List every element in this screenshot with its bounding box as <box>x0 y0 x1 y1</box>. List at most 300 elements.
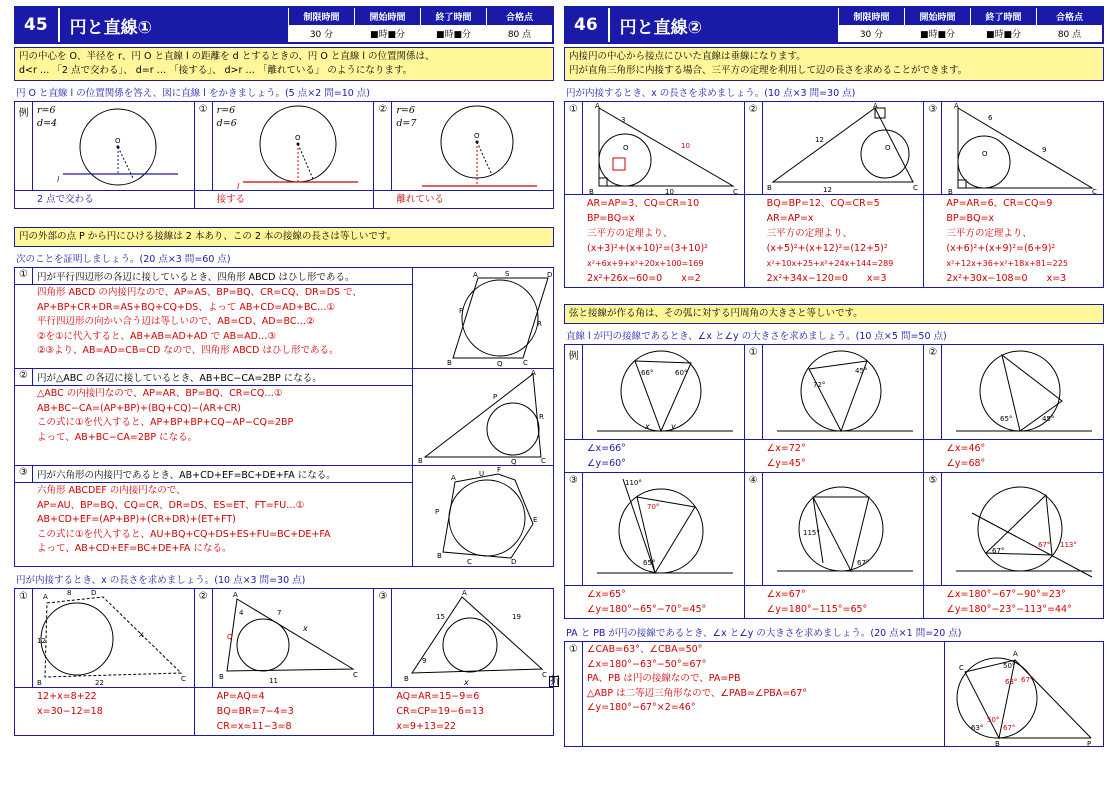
proof-question <box>14 267 554 369</box>
svg-text:C: C <box>181 675 186 683</box>
question-badge: ② <box>15 369 33 385</box>
svg-text:l: l <box>236 182 239 190</box>
cell-value: ■時■分 <box>355 24 420 42</box>
answer-line: AP=AR=6、CR=CQ=9 <box>946 198 1053 209</box>
time-limit-cell <box>288 8 354 42</box>
answer-line: ∠x=72° <box>766 443 806 454</box>
circle-angle-figure <box>583 473 744 585</box>
svg-text:10: 10 <box>681 142 690 150</box>
svg-text:6: 6 <box>988 114 993 122</box>
incircle-diagram <box>763 102 919 194</box>
instruction: 円が内接するとき、x の長さを求めましょう。(10 点×3 問=30 点) <box>566 88 856 99</box>
svg-text:B: B <box>948 188 954 194</box>
angle-label: 110° <box>625 479 642 487</box>
answer-line: 三平方の定理より、 <box>766 228 853 239</box>
svg-text:C: C <box>959 664 964 672</box>
time-limit-cell <box>838 8 904 42</box>
svg-text:B: B <box>447 359 452 367</box>
question-text: 円が△ABC の各辺に接しているとき、AB+BC−CA=2BP になる。 <box>37 373 322 384</box>
svg-text:9: 9 <box>1042 146 1047 154</box>
proof-line: よって、AB+CD+EF=BC+DE+FA になる。 <box>37 543 232 554</box>
question-badge: ① <box>15 589 33 687</box>
answer-line: CR=CP=19−6=13 <box>396 706 485 717</box>
question-cell <box>373 102 553 208</box>
cell-value: 30 分 <box>839 24 904 42</box>
pass-score-cell <box>1036 8 1102 42</box>
answer-line: ∠x=180°−63°−50°=67° <box>587 658 707 670</box>
question-cell <box>565 345 744 472</box>
svg-text:Q: Q <box>511 458 517 465</box>
question-cell <box>744 102 924 287</box>
svg-text:C: C <box>467 558 472 566</box>
answer-line: PA、PB は円の接線なので、PA=PB <box>587 673 741 684</box>
cell-value: 80 点 <box>1037 24 1102 42</box>
angle-label: 67° <box>1003 724 1016 732</box>
svg-text:15: 15 <box>436 613 446 621</box>
cell-value: ■時■分 <box>971 24 1036 42</box>
answer: 2 点で交わる <box>15 190 194 208</box>
angle-label: 50° <box>1003 662 1016 670</box>
question-badge: ③ <box>565 473 583 585</box>
proof-line: 平行四辺形の向かい合う辺は等しいので、AB=CD、AD=BC…② <box>37 316 315 327</box>
note-line: 内接円の中心から接点にひいた直線は垂線になります。 <box>569 51 806 62</box>
circle-figure <box>392 102 553 190</box>
svg-text:A: A <box>531 369 536 377</box>
hexagon-diagram <box>413 466 553 566</box>
answer-line: ∠x=65° <box>587 589 626 600</box>
question-cell <box>744 473 924 618</box>
note-line: 円の中心を O、半径を r、円 O と直線 l の距離を d とするときの、円 O と直線 l の位置関係は、 <box>19 51 435 62</box>
answer-line: x²+10x+25+x²+24x+144=289 <box>766 259 894 268</box>
svg-text:A: A <box>462 589 468 597</box>
circle-figure <box>213 102 374 190</box>
cell-label: 終了時間 <box>421 8 486 24</box>
svg-text:P: P <box>459 307 464 315</box>
svg-text:Q: Q <box>226 633 233 641</box>
worksheet-number: 45 <box>16 8 60 42</box>
tangent-diagram <box>33 589 189 687</box>
triangle-figure <box>392 589 553 687</box>
fold-mark: 折 <box>550 676 560 687</box>
radius-value: r=6 <box>216 105 236 116</box>
svg-text:A: A <box>872 102 878 110</box>
answer-line: (x+3)²+(x+10)²=(3+10)² <box>587 243 708 254</box>
svg-text:C: C <box>912 184 918 192</box>
svg-text:22: 22 <box>95 679 104 687</box>
answer-line: ∠y=180°−115°=65° <box>766 604 868 615</box>
incircle-diagram <box>942 102 1098 194</box>
svg-text:x: x <box>464 678 470 687</box>
svg-text:x: x <box>302 624 308 633</box>
proof-line: ②③より、AB=AD=CB=CD なので、四角形 ABCD はひし形である。 <box>37 345 339 356</box>
position-questions <box>14 101 554 209</box>
svg-text:R: R <box>537 320 542 328</box>
svg-text:8: 8 <box>67 589 72 597</box>
answer-line: BP=BQ=x <box>946 213 995 224</box>
angle-label: 60° <box>675 369 688 377</box>
answer-line: 12+x=8+22 <box>37 691 97 702</box>
svg-text:B: B <box>218 673 224 681</box>
proof-line: AB+CD+EF=(AP+BP)+(CR+DR)+(ET+FT) <box>37 514 236 525</box>
right-triangle-figure <box>583 102 744 194</box>
answer-line: (x+5)²+(x+12)²=(12+5)² <box>766 243 888 254</box>
proof-line: △ABC の内接円なので、AP=AR、BP=BQ、CR=CQ…① <box>37 388 283 399</box>
svg-text:B: B <box>418 457 423 465</box>
instruction: 次のことを証明しましょう。(20 点×3 問=60 点) <box>16 254 231 265</box>
cell-value: ■時■分 <box>905 24 970 42</box>
worksheet-header <box>564 6 1104 44</box>
answer-line: ∠y=180°−65°−70°=45° <box>587 604 707 615</box>
cell-value: 80 点 <box>487 24 552 42</box>
answer <box>565 194 744 287</box>
answer-line: 三平方の定理より、 <box>946 228 1032 239</box>
worksheet-46 <box>564 6 1104 802</box>
tangent-angle-question <box>564 641 1104 747</box>
proof-line: AP=AU、BP=BQ、CQ=CR、DR=DS、ES=ET、FT=FU…① <box>37 499 305 511</box>
circle-angle-figure <box>763 473 924 585</box>
proof-body <box>15 386 412 446</box>
svg-text:C: C <box>1092 188 1098 194</box>
svg-text:F: F <box>497 466 502 474</box>
tangent-diagram <box>392 589 548 687</box>
question-cell <box>373 589 553 735</box>
answer <box>924 194 1103 287</box>
answer <box>15 687 194 720</box>
angle-label: 72° <box>812 381 826 389</box>
question-cell <box>923 473 1103 618</box>
answer-line: 2x²+34x−120=0 x=3 <box>766 273 887 284</box>
angle-label: 45° <box>1042 415 1055 423</box>
angle-label: 70° <box>647 503 660 511</box>
angle-diagram <box>583 345 739 439</box>
angle-label: 67° <box>856 559 870 567</box>
angle-label: 67° <box>992 547 1005 555</box>
cell-label: 開始時間 <box>905 8 970 24</box>
question-badge: ③ <box>15 466 33 482</box>
answer-line: ∠y=60° <box>587 458 626 469</box>
svg-text:B: B <box>404 675 410 683</box>
question-cell <box>15 589 194 735</box>
question-badge: ③ <box>924 102 942 194</box>
angle-label: 66° <box>641 369 654 377</box>
answer-line: BQ=BR=7−4=3 <box>216 706 294 717</box>
svg-text:7: 7 <box>276 609 282 617</box>
answer-line: x=30−12=18 <box>37 706 103 717</box>
svg-text:A: A <box>232 591 238 599</box>
answer <box>583 642 811 746</box>
svg-text:19: 19 <box>512 613 522 621</box>
question-badge: ① <box>15 268 33 284</box>
angle-diagram <box>942 473 1098 585</box>
answer <box>195 687 374 735</box>
incircle-diagram <box>583 102 739 194</box>
answer-line: AQ=AR=15−9=6 <box>396 691 480 702</box>
question-badge: ① <box>565 642 583 746</box>
circle-figure <box>33 102 194 190</box>
question-badge: ② <box>374 102 392 190</box>
explanation-note <box>14 47 554 81</box>
question-badge: ⑤ <box>924 473 942 585</box>
svg-text:12: 12 <box>822 186 832 194</box>
cell-label: 制限時間 <box>289 8 354 24</box>
svg-text:10: 10 <box>665 188 674 194</box>
answer <box>745 194 924 287</box>
svg-text:11: 11 <box>268 677 278 685</box>
svg-text:C: C <box>733 188 738 194</box>
question-badge: ④ <box>745 473 763 585</box>
triangle-figure <box>213 589 374 687</box>
angle-label: 63° <box>971 724 984 732</box>
proof-line: よって、AB+BC−CA=2BP になる。 <box>37 431 198 443</box>
worksheet-title: 円と直線② <box>619 17 703 38</box>
answer-line: 2x²+26x−60=0 x=2 <box>587 273 701 284</box>
angle-diagram <box>942 345 1098 439</box>
proof-line: 四角形 ABCD の内接円なので、AP=AS、BP=BQ、CR=CQ、DR=DS で、 <box>37 287 362 298</box>
svg-text:C: C <box>523 359 528 367</box>
distance-value: d=4 <box>37 118 58 129</box>
cell-label: 制限時間 <box>839 8 904 24</box>
question-cell <box>565 473 744 618</box>
circle-angle-figure <box>583 345 744 439</box>
question-badge: ① <box>195 102 213 190</box>
triangle-diagram <box>413 369 553 465</box>
proof-question <box>14 369 554 466</box>
pass-score-cell <box>486 8 552 42</box>
answer <box>374 687 553 735</box>
worksheet-title: 円と直線① <box>69 17 153 38</box>
instruction: 直線 l が円の接線であるとき、∠x と∠y の大きさを求めましょう。(10 点×5 問=50 点) <box>566 331 947 342</box>
question-badge: ③ <box>374 589 392 687</box>
chord-tangent-note: 弦と接線が作る角は、その弧に対する円周角の大きさと等しいです。 <box>564 304 1104 324</box>
answer-line: AR=AP=x <box>766 213 814 224</box>
answer-line: ∠y=45° <box>766 458 806 469</box>
question-cell <box>923 102 1103 287</box>
question-badge: 例 <box>15 102 33 190</box>
svg-text:P: P <box>1087 740 1092 746</box>
worksheet-number: 46 <box>566 8 610 42</box>
svg-text:C: C <box>352 671 358 679</box>
svg-text:B: B <box>589 188 594 194</box>
svg-text:Q: Q <box>497 360 503 368</box>
answer <box>565 439 744 472</box>
rhombus-diagram <box>413 268 553 368</box>
question-badge: ① <box>745 345 763 439</box>
svg-text:x: x <box>139 630 144 639</box>
question-cell <box>15 102 194 208</box>
answer-line: ∠x=180°−67°−90°=23° <box>946 589 1066 600</box>
svg-text:O: O <box>884 144 891 152</box>
angle-label: 63° <box>1005 678 1018 686</box>
svg-text:12: 12 <box>37 637 46 645</box>
answer: 接する <box>195 190 374 208</box>
angle-label: 67° <box>1021 676 1034 684</box>
right-triangle-figure <box>763 102 924 194</box>
angle-label: 67° <box>1038 541 1051 549</box>
svg-text:D: D <box>511 558 517 566</box>
answer: 離れている <box>374 190 553 208</box>
svg-text:B: B <box>766 184 772 192</box>
worksheet-header <box>14 6 554 44</box>
proof-section <box>14 267 554 567</box>
right-triangle-figure <box>942 102 1103 194</box>
answer-line: BP=BQ=x <box>587 213 635 224</box>
angle-questions-row1 <box>564 344 1104 473</box>
svg-text:O: O <box>623 144 629 152</box>
explanation-note <box>564 47 1104 81</box>
start-time-cell <box>904 8 970 42</box>
svg-text:O: O <box>474 132 480 140</box>
answer <box>745 585 924 618</box>
svg-text:l: l <box>57 175 60 184</box>
right-triangle-questions <box>564 101 1104 288</box>
circle-angle-figure <box>942 473 1103 585</box>
proof-line: AB+BC−CA=(AP+BP)+(BQ+CQ)−(AR+CR) <box>37 402 241 414</box>
proof-line: AP+BP+CR+DR=AS+BQ+CQ+DS、よって AB+CD=AD+BC…① <box>37 301 336 313</box>
svg-text:P: P <box>435 508 440 516</box>
answer <box>924 439 1103 472</box>
answer-line: x²+12x+36+x²+18x+81=225 <box>946 259 1068 268</box>
angle-label: 113° <box>1060 541 1078 549</box>
svg-text:B: B <box>437 552 442 560</box>
svg-text:C: C <box>542 671 548 679</box>
svg-text:4: 4 <box>238 609 244 617</box>
answer-line: ∠y=68° <box>946 458 986 469</box>
svg-text:12: 12 <box>814 136 824 144</box>
svg-text:E: E <box>533 516 538 524</box>
answer <box>745 439 924 472</box>
svg-text:A: A <box>451 474 456 482</box>
instruction: PA と PB が円の接線であるとき、∠x と∠y の大きさを求めましょう。(20 点×1 問=20 点) <box>566 628 962 639</box>
angle-diagram <box>763 473 919 585</box>
question-cell <box>923 345 1103 472</box>
distance-value: d=7 <box>396 118 417 129</box>
svg-text:C: C <box>541 457 546 465</box>
radius-value: r=6 <box>37 105 56 116</box>
circle-angle-figure <box>942 345 1103 439</box>
angle-questions-row2 <box>564 473 1104 619</box>
answer-line: ∠CAB=63°、∠CBA=50° <box>587 644 703 655</box>
question-cell <box>744 345 924 472</box>
svg-text:B: B <box>37 679 42 687</box>
answer-line: 三平方の定理より、 <box>587 228 673 239</box>
angle-label: 50° <box>987 716 1000 724</box>
svg-text:D: D <box>91 589 97 597</box>
tangent-angle-diagram <box>945 642 1095 746</box>
answer-line: AR=AP=3、CQ=CR=10 <box>587 198 700 209</box>
tangent-length-questions <box>14 588 554 736</box>
svg-text:U: U <box>479 470 485 478</box>
tangent-diagram <box>213 589 369 687</box>
svg-text:A: A <box>595 102 600 110</box>
answer-line: AP=AQ=4 <box>216 691 265 702</box>
end-time-cell <box>420 8 486 42</box>
svg-text:R: R <box>539 413 544 421</box>
cell-value: ■時■分 <box>421 24 486 42</box>
angle-label: 65° <box>643 559 656 567</box>
instruction: 円が内接するとき、x の長さを求めましょう。(10 点×3 問=30 点) <box>16 575 306 586</box>
triangle-figure <box>33 589 194 687</box>
svg-text:A: A <box>43 593 48 601</box>
answer-line: ∠y=180°−23°−113°=44° <box>946 604 1072 615</box>
svg-text:x: x <box>645 422 650 431</box>
proof-line: この式に①を代入すると、AP+BP+BP+CQ−AP−CQ=2BP <box>37 417 294 428</box>
answer-line: CR=x=11−3=8 <box>216 721 292 732</box>
note-line: d<r … 「2 点で交わる」、 d=r … 「接する」、 d>r … 「離れている」 のようになります。 <box>19 65 413 76</box>
svg-text:D: D <box>547 271 553 279</box>
angle-label: 45° <box>854 367 868 375</box>
title-block <box>566 8 838 42</box>
question-badge: ② <box>745 102 763 194</box>
rhombus-figure <box>413 268 553 368</box>
question-badge: ① <box>565 102 583 194</box>
triangle-figure <box>413 369 553 465</box>
angle-diagram <box>763 345 919 439</box>
proof-line: ②を①に代入すると、AB+AB=AD+AD で AB=AD…③ <box>37 330 276 342</box>
svg-text:y: y <box>671 422 676 431</box>
svg-text:A: A <box>1013 650 1018 658</box>
svg-text:O: O <box>294 134 301 142</box>
tangent-figure-cell <box>944 642 1103 746</box>
proof-line: この式に①を代入すると、AU+BQ+CQ+DS+ES+FU=BC+DE+FA <box>37 528 331 540</box>
svg-text:P: P <box>493 393 498 401</box>
answer-line: (x+6)²+(x+9)²=(6+9)² <box>946 243 1056 254</box>
answer <box>565 585 744 618</box>
svg-text:3: 3 <box>621 116 626 124</box>
end-time-cell <box>970 8 1036 42</box>
answer-line: BQ=BP=12、CQ=CR=5 <box>766 198 880 209</box>
svg-text:B: B <box>995 740 1000 746</box>
hexagon-figure <box>413 466 553 566</box>
worksheet-45 <box>14 6 554 802</box>
answer-line: ∠x=66° <box>587 443 626 454</box>
answer-line: x²+6x+9+x²+20x+100=169 <box>587 259 704 268</box>
question-badge: 例 <box>565 345 583 439</box>
tangent-note: 円の外部の点 P から円にひける接線は 2 本あり、この 2 本の接線の長さは等しいです。 <box>14 227 554 247</box>
question-text: 円が平行四辺形の各辺に接しているとき、四角形 ABCD はひし形である。 <box>37 272 355 283</box>
cell-label: 開始時間 <box>355 8 420 24</box>
question-text: 円が六角形の内接円であるとき、AB+CD+EF=BC+DE+FA になる。 <box>37 470 336 481</box>
answer-line: ∠y=180°−67°×2=46° <box>587 702 696 713</box>
distance-value: d=6 <box>216 118 237 129</box>
start-time-cell <box>354 8 420 42</box>
svg-text:A: A <box>473 271 478 279</box>
cell-label: 終了時間 <box>971 8 1036 24</box>
angle-label: 115° <box>802 529 820 537</box>
title-block <box>16 8 288 42</box>
answer <box>924 585 1103 618</box>
answer-line: ∠x=67° <box>766 589 806 600</box>
radius-value: r=6 <box>396 105 415 116</box>
svg-text:O: O <box>982 150 988 158</box>
question-cell <box>565 642 944 746</box>
angle-label: 65° <box>1000 415 1013 423</box>
answer-line: 2x²+30x−108=0 x=3 <box>946 273 1067 284</box>
cell-label: 合格点 <box>1037 8 1102 24</box>
angle-diagram <box>583 473 739 585</box>
question-cell <box>194 102 374 208</box>
cell-value: 30 分 <box>289 24 354 42</box>
circle-angle-figure <box>763 345 924 439</box>
answer-line: x=9+13=22 <box>396 721 457 732</box>
answer-line: ∠x=46° <box>946 443 986 454</box>
svg-text:S: S <box>505 270 510 278</box>
question-cell <box>194 589 374 735</box>
instruction: 円 O と直線 l の位置関係を答え、図に直線 l をかきましょう。(5 点×2 問=10 点) <box>16 88 371 99</box>
proof-body <box>15 483 412 558</box>
question-badge: ② <box>195 589 213 687</box>
question-badge: ② <box>924 345 942 439</box>
svg-text:9: 9 <box>422 657 427 665</box>
